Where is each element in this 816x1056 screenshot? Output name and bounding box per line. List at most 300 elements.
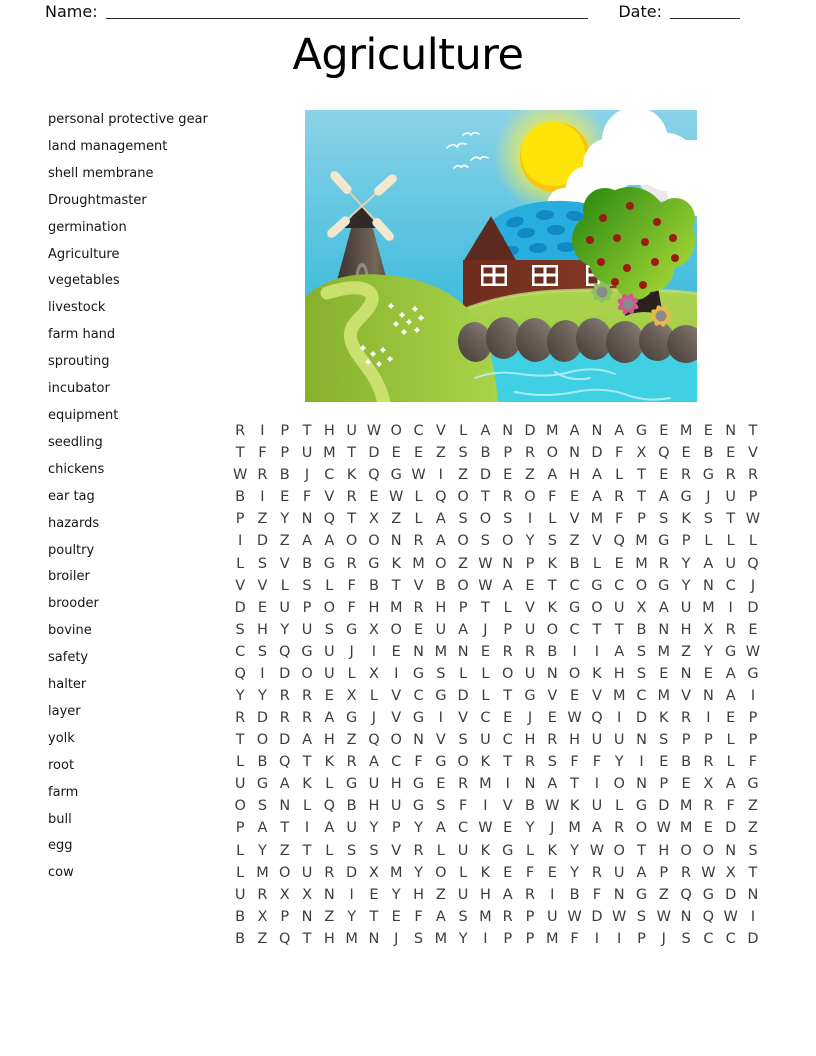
- grid-cell: Y: [525, 820, 535, 837]
- grid-cell: R: [502, 489, 513, 506]
- grid-cell: T: [614, 621, 624, 638]
- grid-cell: M: [412, 555, 425, 572]
- grid-cell: G: [747, 776, 759, 793]
- grid-cell: M: [635, 555, 648, 572]
- word-list-item: chickens: [48, 461, 105, 477]
- grid-cell: B: [480, 445, 491, 462]
- grid-cell: P: [503, 621, 513, 638]
- grid-cell: A: [658, 489, 669, 506]
- grid-cell: D: [658, 798, 670, 815]
- grid-cell: E: [391, 445, 401, 462]
- grid-cell: W: [389, 489, 404, 506]
- grid-cell: Z: [458, 467, 469, 484]
- grid-cell: J: [483, 621, 488, 638]
- grid-cell: L: [236, 555, 245, 572]
- grid-cell: P: [503, 445, 513, 462]
- grid-cell: E: [280, 489, 290, 506]
- grid-cell: O: [613, 776, 625, 793]
- grid-cell: I: [260, 423, 265, 440]
- grid-cell: D: [725, 886, 737, 903]
- grid-cell: G: [635, 886, 648, 903]
- grid-cell: S: [458, 445, 468, 462]
- grid-cell: O: [635, 577, 648, 594]
- grid-cell: Z: [279, 842, 290, 859]
- grid-cell: R: [279, 687, 290, 704]
- grid-cell: R: [614, 820, 625, 837]
- grid-cell: O: [568, 665, 581, 682]
- grid-cell: Y: [258, 842, 267, 859]
- grid-cell: U: [524, 621, 536, 638]
- grid-cell: J: [750, 577, 756, 594]
- grid-cell: J: [706, 489, 711, 506]
- grid-cell: Y: [570, 842, 580, 859]
- grid-cell: M: [546, 423, 559, 440]
- grid-cell: T: [347, 445, 357, 462]
- grid-cell: X: [703, 776, 714, 793]
- grid-cell: T: [748, 864, 758, 881]
- grid-cell: V: [591, 687, 602, 704]
- grid-cell: C: [569, 577, 580, 594]
- grid-cell: Y: [681, 555, 691, 572]
- grid-cell: W: [701, 864, 716, 881]
- grid-cell: R: [681, 864, 692, 881]
- grid-cell: I: [349, 886, 354, 903]
- grid-cell: H: [613, 665, 625, 682]
- grid-cell: G: [725, 643, 737, 660]
- grid-cell: K: [659, 710, 669, 727]
- grid-cell: Z: [257, 930, 268, 947]
- grid-cell: S: [257, 643, 268, 660]
- grid-cell: H: [680, 621, 692, 638]
- grid-cell: T: [369, 908, 379, 925]
- grid-cell: B: [346, 798, 357, 815]
- grid-cell: V: [569, 511, 580, 528]
- grid-cell: C: [458, 820, 469, 837]
- grid-cell: G: [747, 665, 759, 682]
- grid-cell: R: [524, 445, 536, 462]
- grid-cell: N: [301, 908, 313, 925]
- grid-cell: T: [302, 842, 312, 859]
- grid-cell: J: [349, 643, 354, 660]
- grid-cell: J: [304, 467, 310, 484]
- grid-cell: N: [725, 423, 737, 440]
- word-list-item: Agriculture: [48, 246, 120, 262]
- grid-cell: K: [324, 754, 335, 771]
- grid-cell: U: [234, 886, 246, 903]
- grid-cell: L: [726, 533, 735, 550]
- grid-cell: G: [323, 555, 335, 572]
- grid-cell: O: [301, 665, 313, 682]
- grid-cell: V: [458, 710, 469, 727]
- grid-cell: M: [635, 533, 648, 550]
- grid-cell: V: [435, 423, 446, 440]
- grid-cell: O: [613, 842, 625, 859]
- grid-cell: L: [325, 776, 334, 793]
- grid-cell: C: [569, 621, 580, 638]
- grid-cell: P: [280, 423, 290, 440]
- grid-cell: Z: [748, 798, 758, 815]
- grid-cell: Y: [280, 621, 290, 638]
- grid-cell: P: [525, 908, 535, 925]
- grid-cell: N: [747, 886, 759, 903]
- grid-cell: A: [636, 864, 647, 881]
- grid-cell: L: [325, 577, 334, 594]
- grid-cell: S: [458, 908, 468, 925]
- grid-cell: G: [680, 489, 692, 506]
- grid-cell: G: [412, 665, 425, 682]
- grid-cell: Q: [368, 467, 380, 484]
- grid-cell: D: [368, 445, 380, 462]
- grid-cell: O: [479, 511, 492, 528]
- grid-cell: E: [391, 908, 401, 925]
- grid-cell: Y: [525, 533, 535, 550]
- grid-cell: T: [302, 423, 312, 440]
- grid-cell: I: [505, 776, 510, 793]
- grid-cell: T: [280, 820, 290, 837]
- grid-cell: I: [260, 665, 265, 682]
- grid-cell: R: [235, 710, 246, 727]
- grid-cell: B: [302, 555, 313, 572]
- grid-cell: S: [547, 533, 557, 550]
- grid-cell: H: [524, 732, 536, 749]
- grid-cell: U: [346, 423, 357, 440]
- grid-cell: R: [413, 599, 424, 616]
- grid-cell: D: [234, 599, 246, 616]
- word-list-item: sprouting: [48, 354, 110, 370]
- grid-cell: O: [390, 732, 402, 749]
- grid-cell: B: [279, 467, 290, 484]
- grid-cell: Q: [613, 533, 625, 550]
- grid-cell: P: [681, 732, 691, 749]
- grid-cell: R: [703, 754, 714, 771]
- grid-cell: N: [524, 776, 536, 793]
- grid-cell: C: [725, 577, 736, 594]
- grid-cell: Z: [748, 820, 758, 837]
- grid-cell: J: [527, 710, 533, 727]
- grid-cell: F: [414, 908, 423, 925]
- grid-cell: D: [279, 665, 291, 682]
- grid-cell: N: [702, 577, 714, 594]
- grid-cell: U: [613, 864, 625, 881]
- grid-cell: T: [480, 489, 490, 506]
- grid-cell: L: [302, 798, 312, 815]
- grid-cell: N: [680, 665, 692, 682]
- grid-cell: C: [413, 423, 424, 440]
- grid-cell: N: [301, 511, 313, 528]
- grid-cell: A: [658, 599, 669, 616]
- grid-cell: G: [635, 423, 648, 440]
- grid-cell: W: [478, 555, 493, 572]
- grid-cell: I: [483, 798, 488, 815]
- grid-cell: E: [681, 776, 691, 793]
- grid-cell: G: [390, 467, 402, 484]
- word-list-item: broiler: [48, 569, 90, 585]
- grid-cell: C: [235, 643, 246, 660]
- grid-cell: E: [570, 489, 580, 506]
- grid-cell: U: [457, 842, 469, 859]
- grid-cell: S: [547, 754, 557, 771]
- word-list-item: ear tag: [48, 488, 95, 504]
- word-list-item: bull: [48, 811, 72, 827]
- word-list-item: livestock: [48, 300, 106, 316]
- grid-cell: E: [257, 599, 268, 616]
- grid-cell: Y: [235, 687, 245, 704]
- grid-cell: I: [483, 930, 488, 947]
- grid-cell: G: [256, 776, 269, 793]
- grid-cell: T: [592, 621, 602, 638]
- grid-cell: E: [726, 445, 736, 462]
- grid-cell: E: [503, 710, 513, 727]
- grid-cell: K: [547, 599, 558, 616]
- grid-cell: Q: [591, 710, 603, 727]
- grid-cell: R: [658, 555, 669, 572]
- house-window: [532, 265, 558, 286]
- grid-cell: L: [236, 864, 245, 881]
- grid-cell: E: [369, 886, 379, 903]
- grid-cell: U: [591, 732, 603, 749]
- grid-cell: V: [391, 710, 402, 727]
- grid-cell: N: [323, 886, 335, 903]
- grid-cell: G: [346, 776, 358, 793]
- grid-cell: R: [591, 864, 602, 881]
- word-list-item: farm: [48, 784, 79, 800]
- grid-cell: M: [256, 864, 269, 881]
- grid-cell: B: [569, 555, 580, 572]
- grid-cell: L: [280, 577, 289, 594]
- grid-cell: O: [368, 533, 380, 550]
- grid-cell: Z: [324, 908, 335, 925]
- grid-cell: Y: [414, 820, 423, 837]
- grid-cell: B: [235, 489, 246, 506]
- grid-cell: C: [391, 754, 402, 771]
- grid-cell: A: [725, 776, 736, 793]
- grid-cell: X: [636, 599, 647, 616]
- grid-cell: P: [280, 445, 290, 462]
- grid-cell: L: [236, 754, 245, 771]
- grid-cell: D: [747, 599, 759, 616]
- grid-cell: I: [594, 776, 600, 793]
- page-title: Agriculture: [292, 30, 524, 80]
- grid-cell: E: [503, 820, 513, 837]
- word-list-item: cow: [48, 865, 74, 881]
- grid-cell: S: [458, 732, 468, 749]
- grid-cell: L: [503, 599, 512, 616]
- grid-cell: O: [390, 423, 402, 440]
- grid-cell: Q: [279, 930, 291, 947]
- grid-cell: U: [680, 599, 692, 616]
- grid-cell: P: [302, 599, 312, 616]
- grid-cell: X: [257, 908, 268, 925]
- grid-cell: Z: [346, 732, 357, 749]
- grid-cell: T: [726, 511, 736, 528]
- grid-cell: N: [502, 555, 514, 572]
- grid-cell: E: [503, 467, 513, 484]
- grid-cell: S: [636, 908, 647, 925]
- word-list-item: root: [48, 757, 75, 773]
- grid-cell: O: [457, 754, 469, 771]
- grid-cell: B: [636, 621, 647, 638]
- grid-cell: I: [438, 710, 443, 727]
- grid-cell: M: [479, 776, 492, 793]
- name-label: Name:: [45, 2, 98, 21]
- grid-cell: M: [434, 643, 448, 660]
- grid-cell: R: [502, 643, 513, 660]
- grid-cell: K: [480, 842, 491, 859]
- grid-cell: P: [235, 820, 245, 837]
- grid-cell: K: [391, 555, 401, 572]
- grid-cell: N: [413, 643, 424, 660]
- grid-cell: S: [503, 511, 513, 528]
- grid-cell: R: [614, 489, 625, 506]
- grid-cell: P: [637, 930, 646, 947]
- grid-cell: S: [480, 533, 491, 550]
- grid-cell: Y: [347, 908, 357, 925]
- grid-cell: P: [704, 732, 713, 749]
- word-list-item: yolk: [48, 730, 75, 746]
- grid-cell: Z: [257, 511, 268, 528]
- grid-cell: R: [747, 467, 759, 484]
- grid-cell: T: [637, 842, 646, 859]
- grid-cell: A: [435, 511, 446, 528]
- grid-cell: M: [568, 820, 581, 837]
- grid-cell: S: [659, 732, 669, 749]
- grid-cell: L: [481, 665, 490, 682]
- grid-cell: A: [302, 533, 312, 550]
- grid-cell: Y: [414, 864, 423, 881]
- grid-cell: F: [570, 754, 579, 771]
- grid-cell: G: [412, 776, 425, 793]
- grid-cell: B: [703, 445, 714, 462]
- grid-cell: I: [594, 643, 600, 660]
- grid-cell: M: [323, 445, 336, 462]
- word-list-item: brooder: [48, 596, 99, 612]
- grid-cell: D: [591, 908, 603, 925]
- grid-cell: U: [234, 776, 246, 793]
- grid-cell: I: [572, 643, 577, 660]
- grid-cell: N: [636, 776, 647, 793]
- grid-cell: D: [479, 467, 491, 484]
- grid-cell: P: [280, 908, 290, 925]
- grid-cell: N: [368, 930, 380, 947]
- grid-cell: E: [748, 621, 758, 638]
- grid-cell: V: [525, 599, 535, 616]
- grid-cell: N: [502, 423, 514, 440]
- grid-cell: H: [323, 423, 335, 440]
- grid-cell: N: [413, 732, 424, 749]
- grid-cell: M: [479, 908, 492, 925]
- grid-cell: D: [279, 732, 291, 749]
- grid-cell: B: [569, 886, 580, 903]
- grid-cell: O: [390, 621, 402, 638]
- grid-cell: M: [434, 930, 448, 947]
- grid-cell: R: [524, 754, 536, 771]
- grid-cell: Z: [435, 886, 446, 903]
- grid-cell: N: [702, 687, 714, 704]
- grid-cell: R: [235, 423, 246, 440]
- grid-cell: N: [279, 798, 291, 815]
- grid-cell: L: [414, 511, 423, 528]
- grid-cell: M: [389, 864, 403, 881]
- grid-cell: S: [458, 511, 468, 528]
- grid-cell: E: [413, 621, 424, 638]
- grid-cell: P: [659, 864, 669, 881]
- grid-cell: S: [413, 930, 424, 947]
- grid-cell: C: [413, 687, 424, 704]
- grid-cell: P: [503, 930, 513, 947]
- grid-cell: H: [390, 776, 402, 793]
- grid-cell: A: [614, 643, 625, 660]
- grid-cell: O: [457, 577, 469, 594]
- grid-cell: O: [457, 533, 469, 550]
- grid-cell: X: [368, 864, 379, 881]
- grid-cell: B: [681, 754, 692, 771]
- grid-cell: S: [324, 621, 334, 638]
- grid-cell: Z: [279, 533, 290, 550]
- grid-cell: T: [547, 577, 557, 594]
- grid-cell: Q: [747, 555, 759, 572]
- grid-cell: A: [502, 577, 513, 594]
- grid-cell: E: [726, 710, 736, 727]
- grid-cell: Z: [681, 643, 692, 660]
- grid-cell: R: [725, 621, 736, 638]
- grid-cell: A: [324, 710, 335, 727]
- grid-cell: Y: [369, 820, 379, 837]
- grid-cell: M: [657, 643, 671, 660]
- grid-cell: P: [637, 511, 646, 528]
- grid-cell: U: [390, 798, 402, 815]
- grid-cell: L: [525, 842, 535, 859]
- grid-cell: F: [570, 930, 579, 947]
- grid-cell: V: [547, 687, 558, 704]
- grid-cell: T: [235, 732, 245, 749]
- grid-cell: S: [235, 621, 245, 638]
- grid-cell: J: [394, 930, 399, 947]
- grid-cell: O: [702, 842, 715, 859]
- grid-cell: F: [548, 489, 557, 506]
- word-list-item: equipment: [48, 407, 119, 423]
- grid-cell: A: [279, 776, 290, 793]
- grid-cell: I: [617, 710, 622, 727]
- word-list: [48, 107, 248, 887]
- grid-cell: Y: [570, 864, 580, 881]
- grid-cell: D: [725, 820, 737, 837]
- grid-cell: U: [435, 621, 447, 638]
- grid-cell: A: [614, 423, 625, 440]
- grid-cell: L: [481, 687, 490, 704]
- grid-cell: V: [435, 732, 446, 749]
- grid-cell: I: [260, 489, 265, 506]
- grid-cell: A: [435, 908, 446, 925]
- grid-cell: F: [615, 511, 624, 528]
- grid-cell: S: [369, 842, 379, 859]
- grid-cell: W: [745, 643, 761, 660]
- grid-cell: Z: [658, 886, 669, 903]
- grid-cell: H: [256, 621, 268, 638]
- word-list-item: germination: [48, 219, 127, 235]
- word-list-item: personal protective gear: [48, 112, 208, 127]
- grid-cell: R: [346, 555, 357, 572]
- grid-cell: E: [659, 423, 669, 440]
- grid-cell: P: [458, 599, 468, 616]
- grid-cell: U: [613, 599, 625, 616]
- grid-cell: S: [347, 842, 357, 859]
- grid-cell: I: [550, 886, 555, 903]
- grid-cell: T: [480, 599, 490, 616]
- grid-cell: R: [547, 732, 558, 749]
- grid-cell: X: [346, 687, 357, 704]
- grid-cell: G: [635, 798, 648, 815]
- word-list-item: vegetables: [48, 273, 120, 289]
